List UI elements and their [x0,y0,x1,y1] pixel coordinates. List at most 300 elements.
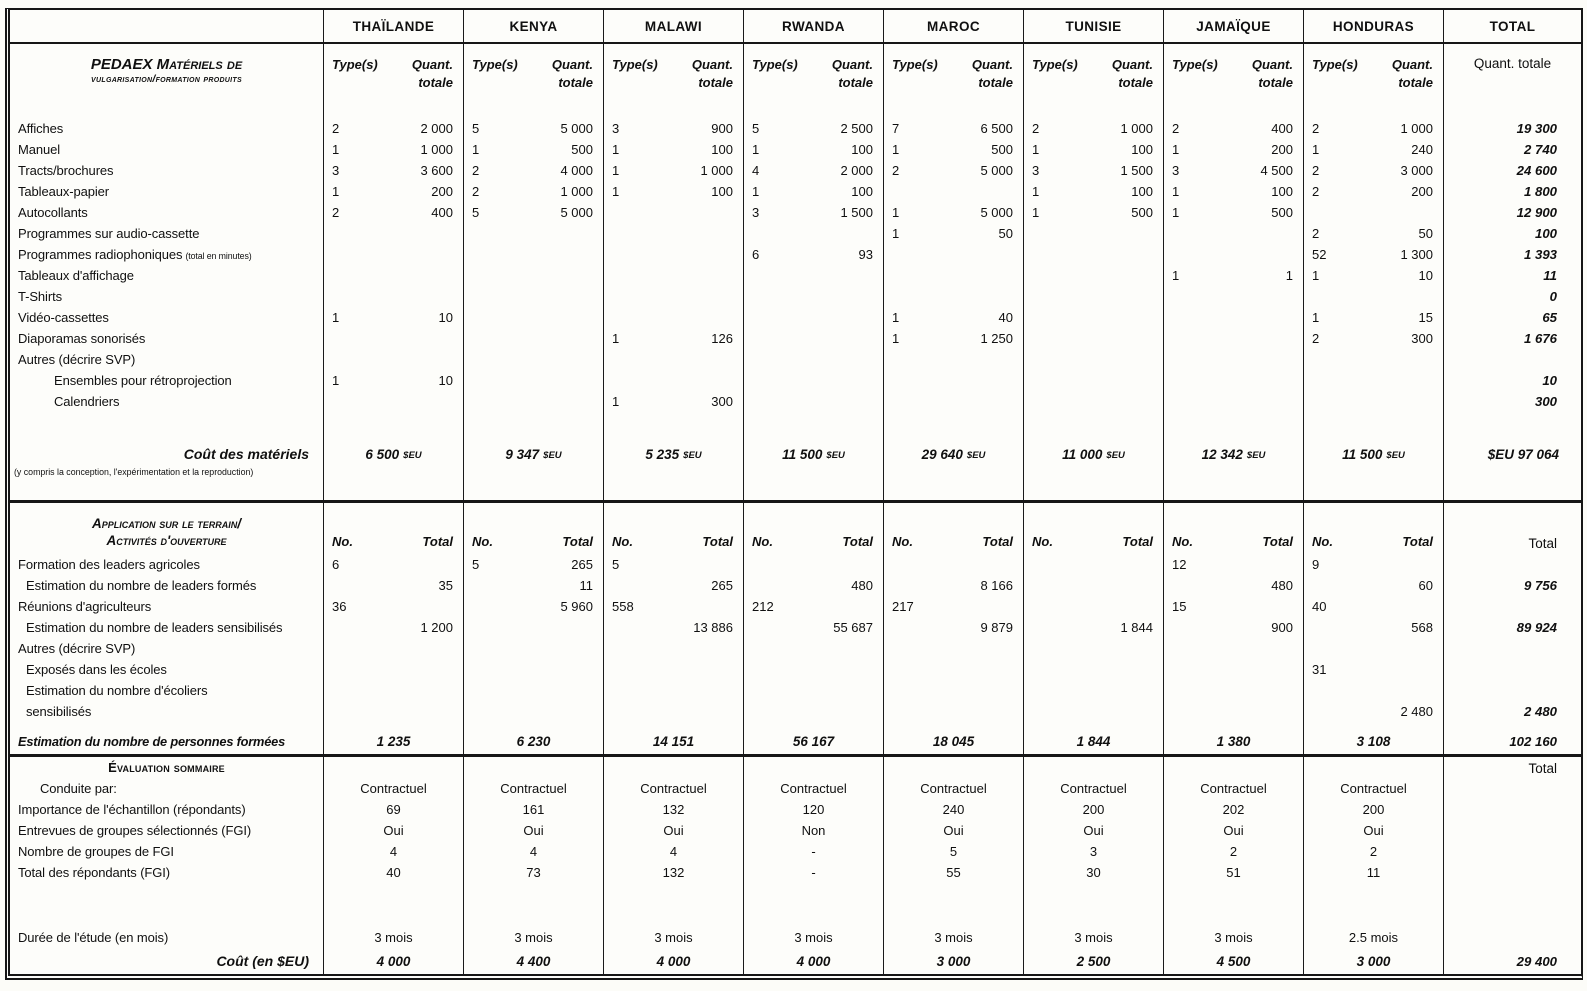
table-row [10,223,1581,244]
row-total [1444,638,1581,659]
value-cell: 5 [884,841,1024,862]
country-cell [1024,391,1164,412]
value-cell: - [744,862,884,883]
table-row [10,680,1581,701]
quantity-value: 400 [431,205,453,220]
row-total [1444,349,1581,370]
country-cell [324,659,464,680]
empty-cell [324,757,464,778]
country-cell [464,617,604,638]
spacer-cell [744,412,884,441]
country-cell [1164,307,1304,328]
s1-subheader-cell [1304,44,1444,118]
row-label: Tableaux-papier [18,184,110,199]
country-cell [744,160,884,181]
cost-value: 11 500 [782,446,823,462]
row-label: Manuel [18,142,61,157]
type-count-value: 5 [472,205,480,220]
subheader-qty-label: Quant. [831,57,873,72]
s1-subheader-cell [884,44,1024,118]
country-cell [1304,659,1444,680]
row-total: 11 [1543,268,1557,283]
row-total: 65 [1542,310,1557,325]
country-cell [744,638,884,659]
table-row [10,948,1581,974]
row-label: Programmes radiophoniques [18,247,183,262]
total-value: 480 [1271,578,1293,593]
row-label: Estimation du nombre de leaders sensibilisés [10,617,324,638]
spacer-cell [884,412,1024,441]
type-count-value: 1 [332,373,340,388]
subheader-total-label: Total [1262,534,1293,549]
s2-subheader-cell [604,503,744,554]
value-cell: 200 [1304,799,1444,820]
type-count-value: 2 [1312,184,1320,199]
total-value: 55 687 [833,620,873,635]
quantity-value: 300 [1411,331,1433,346]
country-cell [464,575,604,596]
value-cell: 3 mois [744,927,884,948]
quantity-value: 5 000 [560,205,593,220]
quantity-value: 10 [438,310,453,325]
cost-cell [604,441,744,467]
subheader-qty-label2: totale [1258,75,1293,90]
country-cell [744,701,884,722]
row-label: Affiches [18,121,64,136]
persons-trained-label: Estimation du nombre de personnes formées [10,728,324,754]
country-cell [324,701,464,722]
cost-cell [1024,441,1164,467]
value-cell: Oui [324,820,464,841]
row-total: 89 924 [1516,620,1557,635]
cost-value: 9 347 [505,446,540,462]
type-count-value: 1 [612,331,620,346]
subheader-qty-label2: totale [558,75,593,90]
country-cell [1304,680,1444,701]
empty-cell [744,757,884,778]
spacer-cell [324,883,464,927]
empty-cell [1024,467,1164,485]
country-cell [464,265,604,286]
cost-value: 6 500 [365,446,400,462]
country-cell [464,244,604,265]
count-value: 9 [1312,557,1320,572]
value-cell: 55 [884,862,1024,883]
cost-cell [324,441,464,467]
quantity-value: 100 [1271,184,1293,199]
value-cell: - [744,841,884,862]
subheader-total-label: Total [1402,534,1433,549]
country-cell [1024,554,1164,575]
country-cell [744,118,884,139]
country-cell [324,223,464,244]
country-cell [744,139,884,160]
row-label: Conduite par: [10,778,324,799]
country-cell [1024,328,1164,349]
value-cell: 3 000 [884,948,1024,974]
country-cell [1024,617,1164,638]
subheader-no-label: No. [1032,534,1053,549]
type-count-value: 1 [1172,142,1180,157]
quantity-value: 10 [1418,268,1433,283]
quantity-value: 400 [1271,121,1293,136]
country-cell [324,160,464,181]
country-cell [884,701,1024,722]
subheader-total-label: Total [1122,534,1153,549]
subheader-no-label: No. [752,534,773,549]
country-cell [1304,617,1444,638]
type-count-value: 3 [612,121,620,136]
s2-subheader-cell [1164,503,1304,554]
table-row [10,391,1581,412]
cost-cell [744,441,884,467]
country-cell [324,680,464,701]
spacer-cell [1024,412,1164,441]
spacer-cell [324,485,464,500]
subheader-type-label: Type(s) [1032,57,1078,72]
type-count-value: 2 [892,163,900,178]
row-label: Formation des leaders agricoles [10,554,324,575]
country-cell [884,328,1024,349]
row-label: Programmes sur audio-cassette [18,226,200,241]
country-cell [464,202,604,223]
type-count-value: 2 [1312,331,1320,346]
quantity-value: 5 000 [560,121,593,136]
corner-cell [10,10,324,42]
count-value: 31 [1312,662,1327,677]
table-row [10,575,1581,596]
column-header: TUNISIE [1024,10,1164,42]
country-cell [464,181,604,202]
country-header-row [10,10,1581,44]
country-cell [1024,265,1164,286]
country-cell [744,680,884,701]
row-label: Autocollants [18,205,88,220]
value-cell: 132 [604,799,744,820]
count-value: 558 [612,599,634,614]
quantity-value: 100 [1131,142,1153,157]
total-value: 9 879 [980,620,1013,635]
row-label: Estimation du nombre de leaders formés [10,575,324,596]
country-cell [1304,202,1444,223]
quantity-value: 10 [438,373,453,388]
row-total: 300 [1534,394,1557,409]
country-cell [604,596,744,617]
subheader-type-label: Type(s) [892,57,938,72]
quantity-value: 1 000 [1120,121,1153,136]
subheader-qty-label2: totale [418,75,453,90]
spacer-cell [1304,883,1444,927]
country-cell [464,554,604,575]
country-cell [324,575,464,596]
country-cell [604,181,744,202]
country-cell [1024,596,1164,617]
country-cell [604,370,744,391]
subheader-type-label: Type(s) [1172,57,1218,72]
persons-trained-value: 1 844 [1024,728,1164,754]
row-label-cell [10,349,324,370]
spacer-row [10,412,1581,441]
quantity-value: 1 [1285,268,1293,283]
quantity-value: 1 250 [980,331,1013,346]
type-count-value: 7 [892,121,900,136]
row-total [1444,927,1581,948]
country-cell [744,223,884,244]
country-cell [604,554,744,575]
row-label: Entrevues de groupes sélectionnés (FGI) [10,820,324,841]
spacer-cell [1304,412,1444,441]
type-count-value: 1 [1032,142,1040,157]
country-cell [1304,307,1444,328]
country-cell [604,202,744,223]
total-value: 5 960 [560,599,593,614]
table-row [10,328,1581,349]
country-cell [604,286,744,307]
spacer-cell [604,883,744,927]
table-row [10,617,1581,638]
spacer-cell [1304,485,1444,500]
cost-cell [884,441,1024,467]
type-count-value: 1 [1312,142,1320,157]
type-count-value: 3 [1032,163,1040,178]
value-cell: Contractuel [884,778,1024,799]
row-total [1444,820,1581,841]
row-label-cell [10,265,324,286]
type-count-value: 1 [752,184,760,199]
row-label-small: (total en minutes) [185,251,252,261]
table-row [10,202,1581,223]
spacer-cell [464,883,604,927]
value-cell: Oui [1024,820,1164,841]
column-header: KENYA [464,10,604,42]
country-cell [884,139,1024,160]
value-cell: 4 [324,841,464,862]
quantity-value: 15 [1418,310,1433,325]
row-total [1444,596,1581,617]
country-cell [324,286,464,307]
country-cell [1164,286,1304,307]
s2-subheader-cell [324,503,464,554]
currency-label: $EU [1386,449,1405,461]
quantity-value: 100 [711,142,733,157]
country-cell [1024,286,1164,307]
country-cell [884,118,1024,139]
type-count-value: 2 [472,163,480,178]
subheader-line [1304,56,1443,74]
subheader-total-label: Total [422,534,453,549]
total-value: 11 [579,578,593,593]
total-value: 568 [1411,620,1433,635]
empty-cell [1304,467,1444,485]
row-label-cell [10,160,324,181]
country-cell [1304,181,1444,202]
spacer-cell [604,412,744,441]
cost-note-row [10,467,1581,485]
value-cell: Non [744,820,884,841]
value-cell: Oui [464,820,604,841]
subheader-qty-label: Quant. [1111,57,1153,72]
country-cell [604,328,744,349]
country-cell [464,638,604,659]
type-count-value: 6 [752,247,760,262]
value-cell: 202 [1164,799,1304,820]
type-count-value: 1 [892,331,900,346]
spacer-cell [1444,485,1581,500]
country-cell [324,370,464,391]
quantity-value: 4 000 [560,163,593,178]
quantity-value: 500 [1271,205,1293,220]
row-total: 1 393 [1523,247,1557,262]
spacer-cell [464,412,604,441]
value-cell: 4 000 [604,948,744,974]
country-cell [1304,223,1444,244]
country-cell [324,617,464,638]
quantity-value: 2 000 [840,163,873,178]
subheader-no-label: No. [1312,534,1333,549]
country-cell [324,307,464,328]
persons-trained-value: 1 235 [324,728,464,754]
subheader-type-label: Type(s) [612,57,658,72]
count-value: 12 [1172,557,1187,572]
s2-total-header: Total [1528,536,1557,551]
spacer-cell [1164,883,1304,927]
section2-title-line2: Activités d'ouverture [106,533,227,548]
spacer-cell [1164,485,1304,500]
country-cell [324,349,464,370]
s2-subheader-cell [1304,503,1444,554]
subheader-qty-label2: totale [698,75,733,90]
table-row [10,554,1581,575]
column-header: THAÏLANDE [324,10,464,42]
type-count-value: 1 [892,205,900,220]
country-cell [324,244,464,265]
row-total: 9 756 [1523,578,1557,593]
section1-title [10,44,324,118]
country-cell [884,223,1024,244]
cost-cell [1304,441,1444,467]
country-cell [1024,307,1164,328]
quantity-value: 5 000 [980,163,1013,178]
total-value: 480 [851,578,873,593]
table-row [10,820,1581,841]
quantity-value: 1 000 [1400,121,1433,136]
subheader-line [1304,533,1443,551]
subheader-qty-label: Quant. [411,57,453,72]
country-cell [744,659,884,680]
country-cell [1164,370,1304,391]
row-label: Importance de l'échantillon (répondants) [10,799,324,820]
row-label: Total des répondants (FGI) [10,862,324,883]
country-cell [884,638,1024,659]
quantity-value: 1 500 [1120,163,1153,178]
country-cell [884,349,1024,370]
country-cell [884,160,1024,181]
country-cell [464,680,604,701]
country-cell [1024,160,1164,181]
row-total: 1 676 [1523,331,1557,346]
empty-cell [1024,757,1164,778]
row-label-cell [10,391,324,412]
subheader-type-label: Type(s) [472,57,518,72]
country-cell [604,349,744,370]
country-cell [1164,202,1304,223]
country-cell [324,139,464,160]
table-row [10,862,1581,883]
country-cell [324,554,464,575]
spacer-cell [884,883,1024,927]
value-cell: 2 [1304,841,1444,862]
s1-total-header: Quant. totale [1473,56,1552,71]
country-cell [604,244,744,265]
value-cell: 3 [1024,841,1164,862]
value-cell: 3 mois [884,927,1024,948]
type-count-value: 4 [752,163,760,178]
country-cell [464,391,604,412]
country-cell [884,244,1024,265]
table-row [10,286,1581,307]
country-cell [1024,370,1164,391]
country-cell [1024,202,1164,223]
row-total [1444,862,1581,883]
spacer-cell [10,485,324,500]
value-cell: Contractuel [604,778,744,799]
currency-label: $EU [1246,449,1266,461]
total-value: 8 166 [980,578,1013,593]
subheader-line [1024,56,1163,74]
country-cell [464,328,604,349]
value-cell: Oui [1164,820,1304,841]
cost-cell [464,441,604,467]
type-count-value: 1 [1032,205,1040,220]
country-cell [884,265,1024,286]
empty-cell [1164,757,1304,778]
row-total [1444,680,1581,701]
table-row [10,139,1581,160]
quantity-value: 50 [1418,226,1433,241]
quantity-value: 50 [998,226,1013,241]
subheader-qty-label: Quant. [1251,57,1293,72]
spacer-cell [1024,485,1164,500]
count-value: 5 [472,557,480,572]
subheader-line [744,533,883,551]
quantity-value: 4 500 [1260,163,1293,178]
type-count-value: 1 [332,184,340,199]
country-cell [1164,160,1304,181]
value-cell: 132 [604,862,744,883]
type-count-value: 52 [1312,247,1327,262]
column-header: MAROC [884,10,1024,42]
country-cell [1164,596,1304,617]
type-count-value: 2 [1172,121,1180,136]
cost-value: 11 500 [1342,446,1383,462]
quantity-value: 900 [711,121,733,136]
quantity-value: 100 [851,142,873,157]
table-row [10,349,1581,370]
empty-cell [1444,467,1581,485]
country-cell [464,307,604,328]
country-cell [464,659,604,680]
quantity-value: 500 [571,142,593,157]
count-value: 40 [1312,599,1327,614]
empty-cell [1304,757,1444,778]
row-label-cell [10,307,324,328]
spacer-cell [10,412,324,441]
row-total [1444,554,1581,575]
quantity-value: 126 [711,331,733,346]
subheader-qty-label: Quant. [691,57,733,72]
row-label: Calendriers [54,394,120,409]
quantity-value: 300 [711,394,733,409]
